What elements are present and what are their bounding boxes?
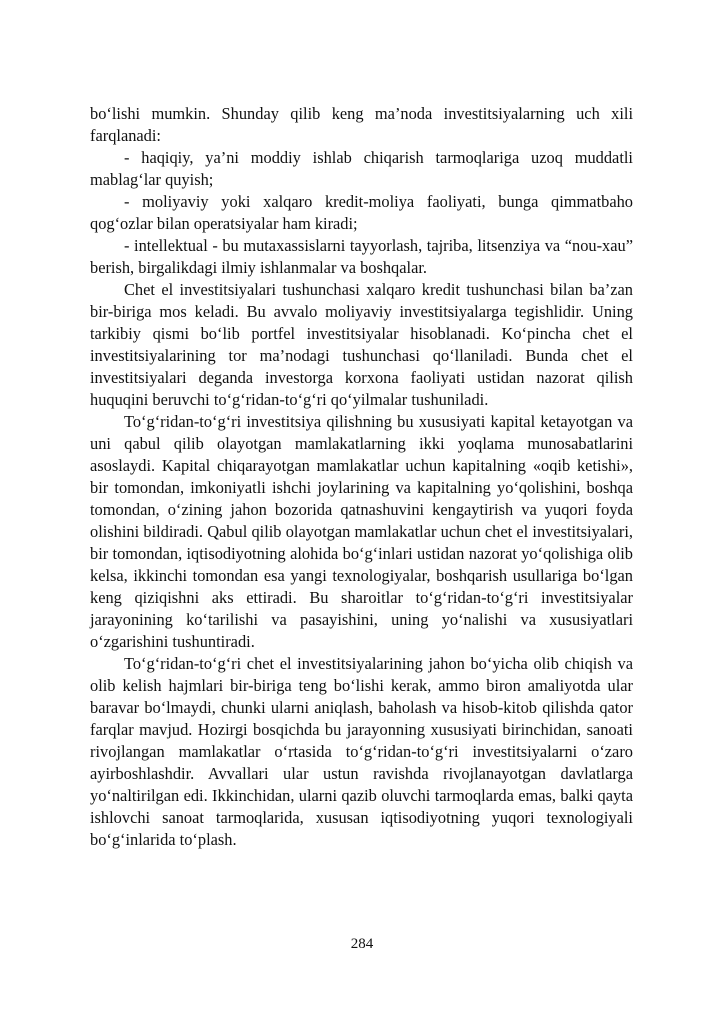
- paragraph-continuation: bo‘lishi mumkin. Shunday qilib keng ma’noda investitsiyalarning uch xili farqlanadi:: [90, 104, 633, 145]
- paragraph-direct-investment: To‘g‘ridan-to‘g‘ri investitsiya qilishning bu xususiyati kapital ketayotgan va uni qabul qilib olayotgan mamlakatlarning ikki yoqlama munosabatlarini asoslaydi. Kapital chiqarayotgan mamlakatlar uchun kapitalning «oqib ketishi», bir tomondan, imkoniyatli ishchi joylarining va kapitalning yo‘qolishini, boshqa tomondan, o‘zining jahon bozorida qatnashuvini kengaytirish va yuqori foyda olishini bildiradi. Qabul qilib olayotgan mamlakatlar uchun chet el investitsiyalari, bir tomondan, iqtisodiyotning alohida bo‘g‘inlari ustidan nazorat yo‘qolishiga olib kelsa, ikkinchi tomondan esa yangi texnologiyalar, boshqarish usullariga bo‘lgan keng qiziqishni aks ettiradi. Bu sharoitlar to‘g‘ridan-to‘g‘ri investitsiyalar jarayonining ko‘tarilishi va pasayishini, uning yo‘nalishi va xususiyatlari o‘zgarishini tushuntiradi.: [90, 412, 633, 651]
- list-item-real-investment: - haqiqiy, ya’ni moddiy ishlab chiqarish tarmoqlariga uzoq muddatli mablag‘lar quyish;: [90, 148, 633, 189]
- page-number: 284: [350, 936, 374, 952]
- list-item-intellectual-investment: - intellektual - bu mutaxassislarni tayyorlash, tajriba, litsenziya va “nou-xau” berish, birgalikdagi ilmiy ishlanmalar va boshqalar.: [90, 236, 633, 277]
- page-body: [90, 103, 633, 851]
- paragraph-world-volumes: To‘g‘ridan-to‘g‘ri chet el investitsiyalarining jahon bo‘yicha olib chiqish va olib kelish hajmlari bir-biriga teng bo‘lishi kerak, ammo biron amaliyotda ular baravar bo‘lmaydi, chunki ularni aniqlash, baholash va hisob-kitob qilishda qator farqlar mavjud. Hozirgi bosqichda bu jarayonning xususiyati birinchidan, sanoati rivojlangan mamlakatlar o‘rtasida to‘g‘ridan-to‘g‘ri investitsiyalarni o‘zaro ayirboshlashdir. Avvallari ular ustun ravishda rivojlanayotgan davlatlarga yo‘naltirilgan edi. Ikkinchidan, ularni qazib oluvchi tarmoqlarda emas, balki qayta ishlovchi sanoat tarmoqlarida, xususan iqtisodiyotning yuqori texnologiyali bo‘g‘inlarida to‘plash.: [90, 654, 633, 849]
- paragraph-foreign-investment: Chet el investitsiyalari tushunchasi xalqaro kredit tushunchasi bilan ba’zan bir-biriga mos keladi. Bu avvalo moliyaviy investitsiyalarga tegishlidir. Uning tarkibiy qismi bo‘lib portfel investitsiyalar hisoblanadi. Ko‘pincha chet el investitsiyalarining tor ma’nodagi tushunchasi qo‘llaniladi. Bunda chet el investitsiyalari deganda investorga korxona faoliyati ustidan nazorat qilish huquqini beruvchi to‘g‘ridan-to‘g‘ri qo‘yilmalar tushuniladi.: [90, 280, 633, 409]
- list-item-financial-investment: - moliyaviy yoki xalqaro kredit-moliya faoliyati, bunga qimmatbaho qog‘ozlar bilan operatsiyalar ham kiradi;: [90, 192, 633, 233]
